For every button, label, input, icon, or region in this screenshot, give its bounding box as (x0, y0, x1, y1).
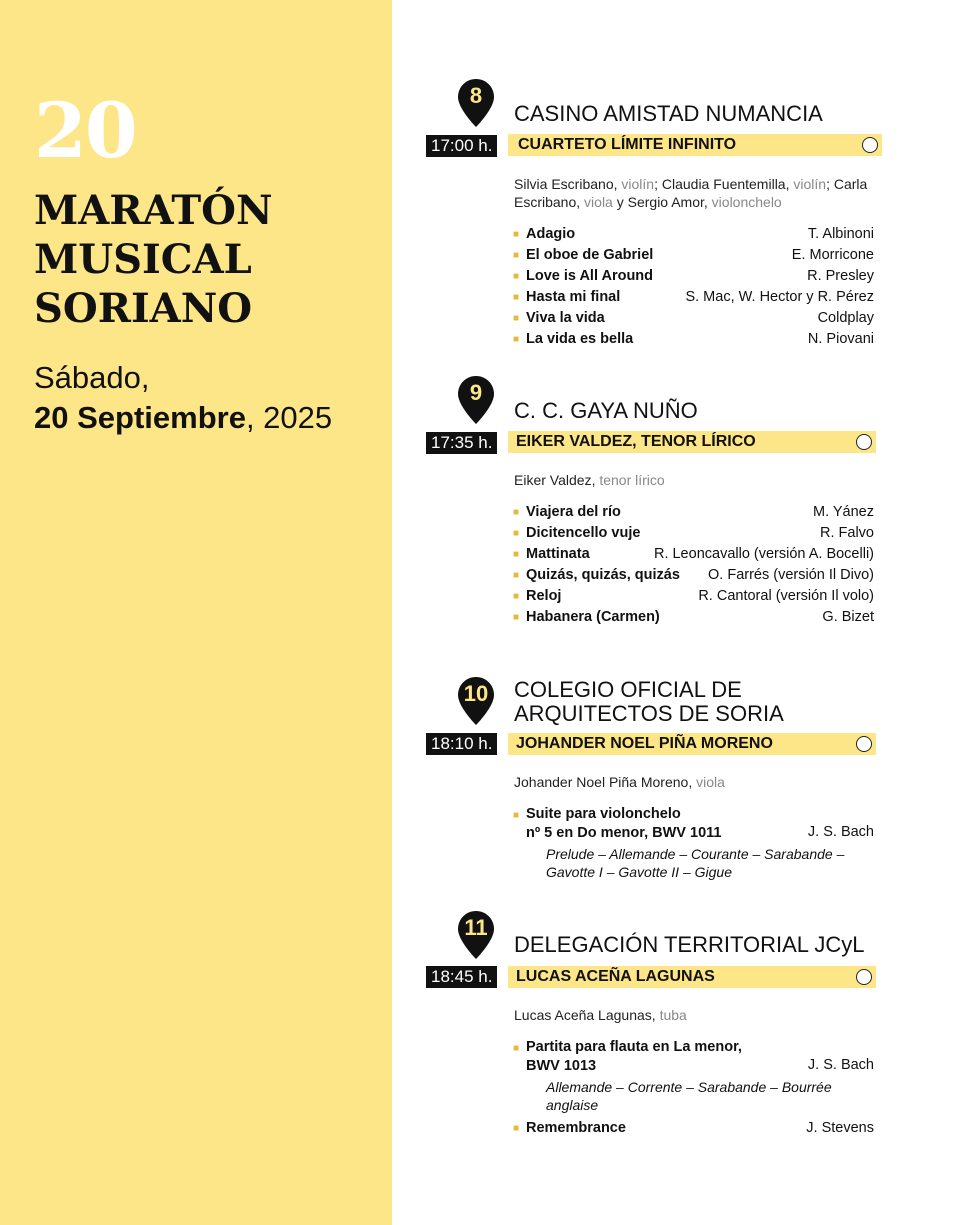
program-item (514, 1118, 874, 1139)
program-item (514, 266, 874, 287)
time-badge: 17:35 h. (426, 432, 497, 454)
event-full-date (34, 398, 332, 438)
venue-name (514, 933, 864, 957)
musician-instrument: tuba (659, 1007, 687, 1023)
map-pin-icon (457, 676, 495, 724)
piece-title: La vida es bella (526, 331, 634, 347)
venue-name-line: ARQUITECTOS DE SORIA (514, 701, 784, 726)
piece-title: Love is All Around (526, 268, 654, 284)
musician-instrument: tenor lírico (599, 472, 665, 488)
musicians-list: Silvia Escribano, violín; Claudia Fuentemilla, violín; Carla Escribano, viola y Sergio Amor, violonchelo (514, 176, 868, 210)
musician-name: Eiker Valdez (514, 472, 592, 488)
piece-title: Remembrance (526, 1120, 626, 1136)
concert-section-8 (420, 78, 890, 358)
composer: R. Falvo (820, 525, 874, 541)
checkbox-circle-icon[interactable] (862, 137, 878, 153)
venue-name (514, 102, 823, 126)
movements-line: Prelude – Allemande – Courante – Sarabande – (546, 846, 845, 862)
performer-name: LUCAS ACEÑA LAGUNAS (516, 968, 715, 985)
checkbox-circle-icon[interactable] (856, 736, 872, 752)
composer: M. Yánez (813, 504, 874, 520)
piece-title: Reloj (526, 588, 562, 604)
musicians-list: Lucas Aceña Lagunas, tuba (514, 1007, 687, 1023)
musician-instrument: violín (621, 176, 655, 192)
performer-bar (508, 431, 876, 453)
edition-number: 20 (34, 86, 136, 175)
piece-title: Viajera del río (526, 504, 621, 520)
musician-instrument: violonchelo (711, 194, 782, 210)
venue-number: 10 (463, 681, 489, 706)
venue-number: 9 (469, 380, 483, 405)
venue-name (514, 678, 784, 726)
bullet-icon: ■ (513, 528, 520, 539)
program-item (514, 245, 874, 266)
musician-instrument: viola (696, 774, 725, 790)
event-day: Sábado, (34, 360, 150, 395)
program-item (514, 607, 874, 628)
bullet-icon: ■ (513, 313, 520, 324)
venue-name-line: C. C. GAYA NUÑO (514, 398, 698, 423)
performer-name: JOHANDER NOEL PIÑA MORENO (516, 735, 773, 752)
venue-name-line: DELEGACIÓN TERRITORIAL JCyL (514, 932, 865, 957)
piece-title: Quizás, quizás, quizás (526, 567, 680, 583)
performer-bar (508, 966, 876, 988)
program-item (514, 224, 874, 245)
bullet-icon: ■ (513, 612, 520, 623)
bullet-icon: ■ (513, 591, 520, 602)
musician-name: Sergio Amor (627, 194, 704, 210)
program-list (514, 502, 874, 628)
bullet-icon: ■ (513, 549, 520, 560)
movements-line: anglaise (546, 1097, 599, 1113)
composer: E. Morricone (791, 247, 874, 263)
concert-section-10 (420, 676, 890, 886)
time-badge: 18:10 h. (426, 733, 497, 755)
program-list (514, 805, 874, 881)
event-date-bold: 20 Septiembre (34, 400, 246, 435)
bullet-icon: ■ (513, 250, 520, 261)
concert-section-9 (420, 375, 890, 635)
map-pin-icon (457, 375, 495, 423)
piece-title-line: nº 5 en Do menor, BWV 1011 (526, 825, 722, 841)
map-pin-icon (457, 910, 495, 958)
composer: R. Cantoral (versión Il volo) (698, 588, 874, 604)
bullet-icon: ■ (513, 1043, 520, 1054)
left-panel (0, 0, 392, 1225)
venue-number: 11 (464, 915, 488, 940)
piece-title-line: Partita para flauta en La menor, (526, 1039, 742, 1055)
composer: T. Albinoni (807, 226, 874, 242)
program-item (514, 1038, 874, 1078)
checkbox-circle-icon[interactable] (856, 969, 872, 985)
venue-number: 8 (469, 83, 483, 108)
program-list (514, 224, 874, 350)
musician-name: Carla Escribano (514, 176, 868, 210)
movements-line: Allemande – Corrente – Sarabande – Bourrée (546, 1079, 832, 1095)
composer: R. Leoncavallo (versión A. Bocelli) (653, 546, 874, 562)
piece-title: Dicitencello vuje (526, 525, 641, 541)
musicians-list: Eiker Valdez, tenor lírico (514, 472, 665, 488)
program-item (514, 565, 874, 586)
movements (514, 1078, 874, 1114)
bullet-icon: ■ (513, 271, 520, 282)
program-item (514, 586, 874, 607)
piece-title: Habanera (Carmen) (526, 609, 660, 625)
composer: J. S. Bach (807, 1057, 874, 1073)
checkbox-circle-icon[interactable] (856, 434, 872, 450)
program-item (514, 805, 874, 845)
bullet-icon: ■ (513, 1123, 520, 1134)
musicians-list: Johander Noel Piña Moreno, viola (514, 774, 725, 790)
bullet-icon: ■ (513, 334, 520, 345)
piece-title: Adagio (526, 226, 576, 242)
performer-name: CUARTETO LÍMITE INFINITO (518, 136, 737, 153)
piece-title: Hasta mi final (526, 289, 621, 305)
composer: G. Bizet (822, 609, 874, 625)
composer: J. S. Bach (807, 824, 874, 840)
program-item (514, 308, 874, 329)
venue-name-line: COLEGIO OFICIAL DE (514, 677, 742, 702)
program-list (514, 1038, 874, 1139)
piece-title-line: Suite para violonchelo (526, 806, 681, 822)
bullet-icon: ■ (513, 507, 520, 518)
piece-title: Viva la vida (526, 310, 605, 326)
piece-title: Mattinata (526, 546, 590, 562)
event-title-line: MARATÓN (34, 187, 273, 234)
piece-title (526, 1038, 742, 1076)
event-date (34, 358, 332, 438)
program-item (514, 287, 874, 308)
venue-name (514, 399, 698, 423)
composer: J. Stevens (806, 1120, 874, 1136)
piece-title (526, 805, 721, 843)
event-title-line: MUSICAL (34, 236, 252, 283)
piece-title: El oboe de Gabriel (526, 247, 654, 263)
venue-name-line: CASINO AMISTAD NUMANCIA (514, 101, 823, 126)
event-year: , 2025 (245, 400, 333, 435)
musician-instrument: violín (793, 176, 827, 192)
time-badge: 17:00 h. (426, 135, 497, 157)
musician-name: Johander Noel Piña Moreno (514, 774, 689, 790)
time-badge: 18:45 h. (426, 966, 497, 988)
composer: N. Piovani (807, 331, 874, 347)
composer: O. Farrés (versión Il Divo) (708, 567, 874, 583)
performer-bar (508, 733, 876, 755)
bullet-icon: ■ (513, 810, 520, 821)
performer-bar (508, 134, 882, 156)
composer: Coldplay (817, 310, 874, 326)
map-pin-icon (457, 78, 495, 126)
musician-name: Silvia Escribano (514, 176, 614, 192)
program-item (514, 544, 874, 565)
musician-instrument: viola (584, 194, 613, 210)
bullet-icon: ■ (513, 229, 520, 240)
performer-name: EIKER VALDEZ, TENOR LÍRICO (516, 433, 756, 450)
composer: R. Presley (807, 268, 874, 284)
program-item (514, 329, 874, 350)
bullet-icon: ■ (513, 292, 520, 303)
piece-title-line: BWV 1013 (526, 1058, 597, 1074)
event-title-line: SORIANO (34, 285, 253, 332)
movements (514, 845, 874, 881)
composer: S. Mac, W. Hector y R. Pérez (685, 289, 874, 305)
musician-name: Claudia Fuentemilla (661, 176, 786, 192)
movements-line: Gavotte I – Gavotte II – Gigue (546, 864, 732, 880)
concert-section-11 (420, 910, 890, 1150)
event-title (34, 186, 273, 333)
bullet-icon: ■ (513, 570, 520, 581)
program-item (514, 502, 874, 523)
program-item (514, 523, 874, 544)
musician-name: Lucas Aceña Lagunas (514, 1007, 652, 1023)
